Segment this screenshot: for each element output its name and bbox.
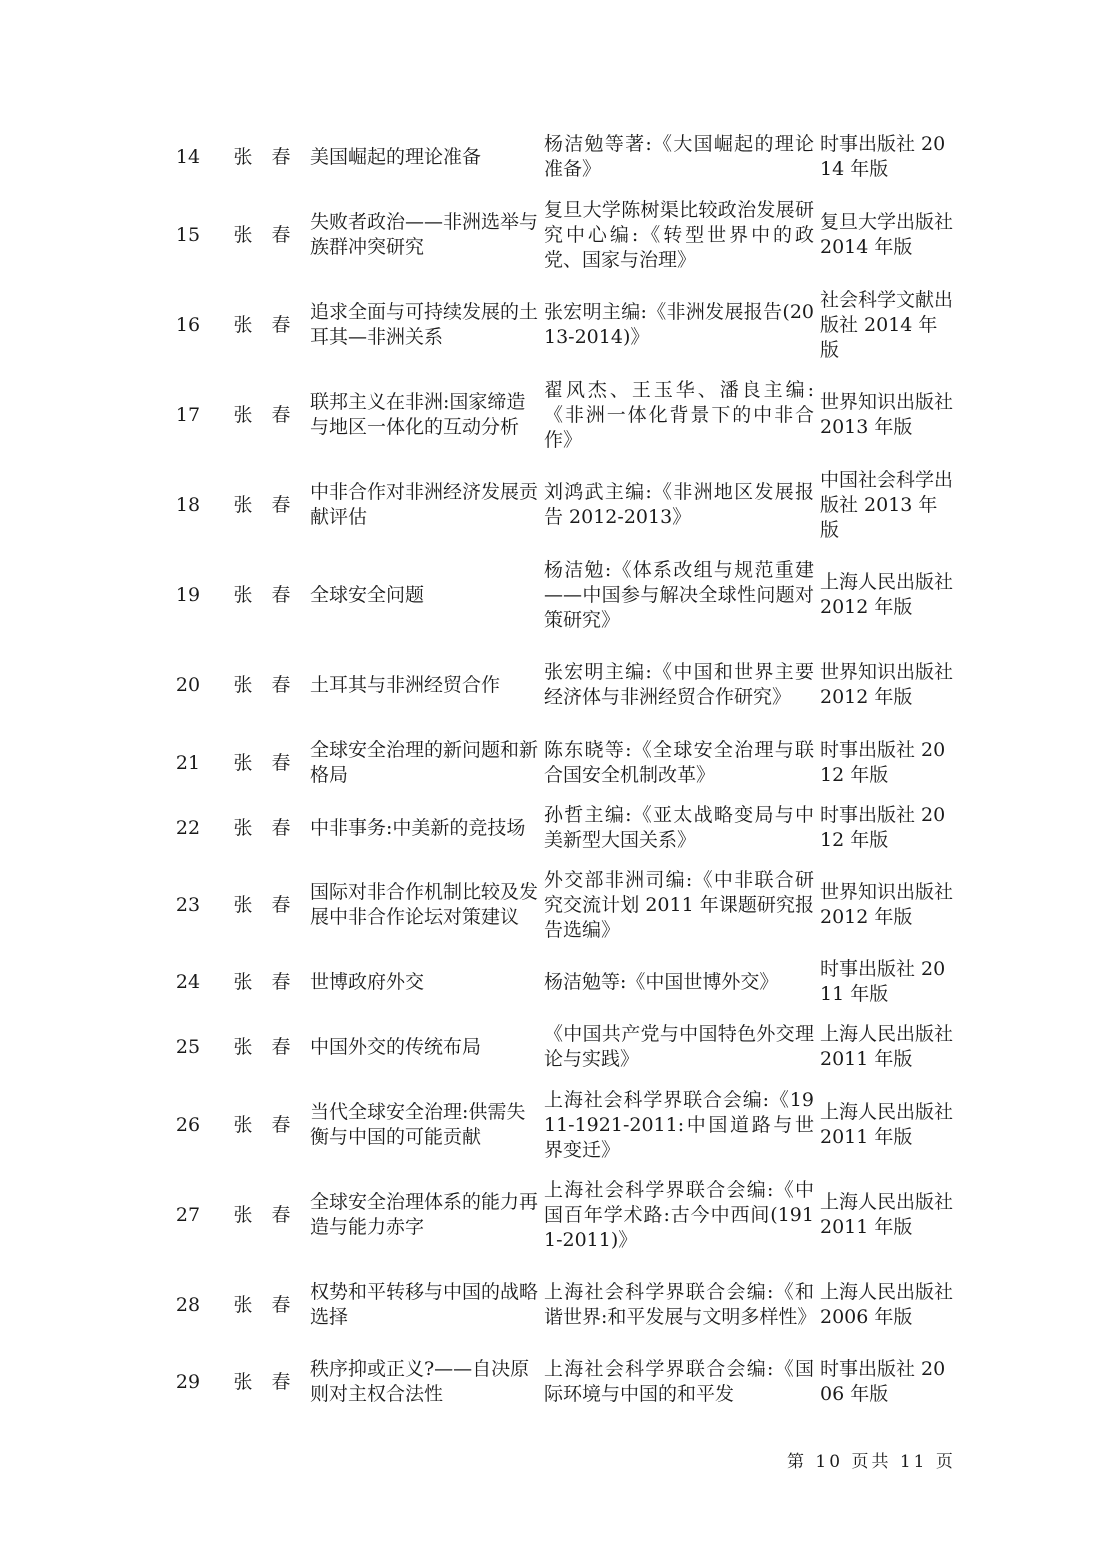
row-title: 中非事务:中美新的竞技场 [310, 816, 526, 839]
row-publisher: 世界知识出版社 2012 年版 [820, 881, 954, 928]
row-number: 22 [175, 816, 201, 839]
row-author: 张 春 [233, 403, 291, 426]
row-number: 18 [175, 493, 201, 516]
row-title: 失败者政治——非洲选举与族群冲突研究 [310, 211, 539, 258]
row-author: 张 春 [233, 1293, 291, 1316]
row-publisher: 上海人民出版社 2011 年版 [820, 1101, 954, 1148]
row-title: 中非合作对非洲经济发展贡献评估 [310, 481, 539, 528]
row-publisher: 社会科学文献出版社 2014 年版 [820, 288, 954, 361]
row-number: 28 [175, 1293, 201, 1316]
row-author: 张 春 [233, 673, 291, 696]
row-title: 联邦主义在非洲:国家缔造与地区一体化的互动分析 [310, 391, 526, 438]
row-publisher: 时事出版社 2012 年版 [820, 739, 946, 786]
row-author: 张 春 [233, 583, 291, 606]
table-row [162, 730, 954, 796]
row-title: 国际对非合作机制比较及发展中非合作论坛对策建议 [310, 881, 539, 928]
row-author: 张 春 [233, 1370, 291, 1393]
row-source: 陈东晓等:《全球安全治理与联合国安全机制改革》 [544, 739, 814, 786]
row-source: 复旦大学陈树渠比较政治发展研究中心编:《转型世界中的政党、国家与治理》 [544, 198, 814, 271]
row-number: 21 [175, 751, 201, 774]
row-author: 张 春 [233, 313, 291, 336]
table-row [162, 370, 954, 460]
row-source: 张宏明主编:《中国和世界主要经济体与非洲经贸合作研究》 [544, 661, 814, 708]
row-number: 29 [175, 1370, 201, 1393]
row-source: 外交部非洲司编:《中非联合研究交流计划 2011 年课题研究报告选编》 [544, 868, 814, 941]
table-row [162, 796, 954, 860]
table-row [162, 950, 954, 1014]
row-source: 张宏明主编:《非洲发展报告(2013-2014)》 [544, 301, 814, 348]
row-number: 26 [175, 1113, 201, 1136]
row-author: 张 春 [233, 751, 291, 774]
row-publisher: 上海人民出版社 2012 年版 [820, 571, 954, 618]
row-author: 张 春 [233, 893, 291, 916]
row-author: 张 春 [233, 1203, 291, 1226]
row-title: 权势和平转移与中国的战略选择 [310, 1281, 539, 1328]
table-row [162, 1080, 954, 1170]
row-title: 秩序抑或正义?——自决原则对主权合法性 [310, 1358, 530, 1405]
row-title: 全球安全治理的新问题和新格局 [310, 739, 539, 786]
page-footer: 第 10 页共 11 页 [787, 1452, 956, 1472]
row-publisher: 上海人民出版社 2011 年版 [820, 1023, 954, 1070]
row-author: 张 春 [233, 1035, 291, 1058]
row-author: 张 春 [233, 1113, 291, 1136]
row-author: 张 春 [233, 223, 291, 246]
row-source: 杨洁勉等:《中国世博外交》 [544, 970, 779, 993]
row-title: 追求全面与可持续发展的土耳其—非洲关系 [310, 301, 539, 348]
row-publisher: 上海人民出版社 2011 年版 [820, 1191, 954, 1238]
table-row [162, 640, 954, 730]
row-title: 土耳其与非洲经贸合作 [310, 673, 501, 696]
row-number: 25 [175, 1035, 201, 1058]
row-title: 全球安全问题 [310, 583, 425, 606]
row-publisher: 复旦大学出版社 2014 年版 [820, 211, 954, 258]
table-row [162, 1350, 954, 1414]
row-title: 中国外交的传统布局 [310, 1035, 482, 1058]
row-publisher: 世界知识出版社 2012 年版 [820, 661, 954, 708]
row-number: 20 [175, 673, 201, 696]
row-author: 张 春 [233, 816, 291, 839]
row-number: 27 [175, 1203, 201, 1226]
row-source: 上海社会科学界联合会编:《中国百年学术路:古今中西间(1911-2011)》 [544, 1178, 814, 1251]
row-number: 19 [175, 583, 201, 606]
row-source: 孙哲主编:《亚太战略变局与中美新型大国关系》 [544, 804, 814, 851]
row-number: 16 [175, 313, 201, 336]
table-body [162, 124, 954, 1414]
table-row [162, 860, 954, 950]
row-source: 上海社会科学界联合会编:《国际环境与中国的和平发 [544, 1358, 814, 1405]
row-title: 当代全球安全治理:供需失衡与中国的可能贡献 [310, 1101, 526, 1148]
row-title: 美国崛起的理论准备 [310, 145, 482, 168]
row-number: 24 [175, 970, 201, 993]
row-publisher: 世界知识出版社 2013 年版 [820, 391, 954, 438]
row-number: 23 [175, 893, 201, 916]
row-source: 杨洁勉等著:《大国崛起的理论准备》 [544, 133, 814, 180]
row-number: 17 [175, 403, 201, 426]
table-row [162, 550, 954, 640]
row-publisher: 时事出版社 2014 年版 [820, 133, 946, 180]
table-row [162, 190, 954, 280]
table-row [162, 280, 954, 370]
row-number: 14 [175, 145, 201, 168]
row-source: 上海社会科学界联合会编:《1911-1921-2011:中国道路与世界变迁》 [544, 1088, 814, 1161]
table-row [162, 124, 954, 190]
row-publisher: 上海人民出版社 2006 年版 [820, 1281, 954, 1328]
row-number: 15 [175, 223, 201, 246]
table-row [162, 1260, 954, 1350]
row-source: 上海社会科学界联合会编:《和谐世界:和平发展与文明多样性》 [544, 1281, 817, 1328]
row-source: 翟风杰、王玉华、潘良主编:《非洲一体化背景下的中非合作》 [544, 378, 814, 451]
table-row [162, 1014, 954, 1080]
row-source: 《中国共产党与中国特色外交理论与实践》 [544, 1023, 814, 1070]
publication-table [162, 124, 954, 1414]
row-title: 世博政府外交 [310, 970, 425, 993]
row-publisher: 时事出版社 2012 年版 [820, 804, 946, 851]
row-author: 张 春 [233, 493, 291, 516]
table-row [162, 1170, 954, 1260]
row-source: 杨洁勉:《体系改组与规范重建——中国参与解决全球性问题对策研究》 [544, 558, 814, 631]
row-author: 张 春 [233, 970, 291, 993]
row-publisher: 中国社会科学出版社 2013 年版 [820, 468, 954, 541]
row-title: 全球安全治理体系的能力再造与能力赤字 [310, 1191, 539, 1238]
row-publisher: 时事出版社 2011 年版 [820, 958, 946, 1005]
table-row [162, 460, 954, 550]
row-source: 刘鸿武主编:《非洲地区发展报告 2012-2013》 [544, 481, 814, 528]
row-author: 张 春 [233, 145, 291, 168]
row-publisher: 时事出版社 2006 年版 [820, 1358, 946, 1405]
